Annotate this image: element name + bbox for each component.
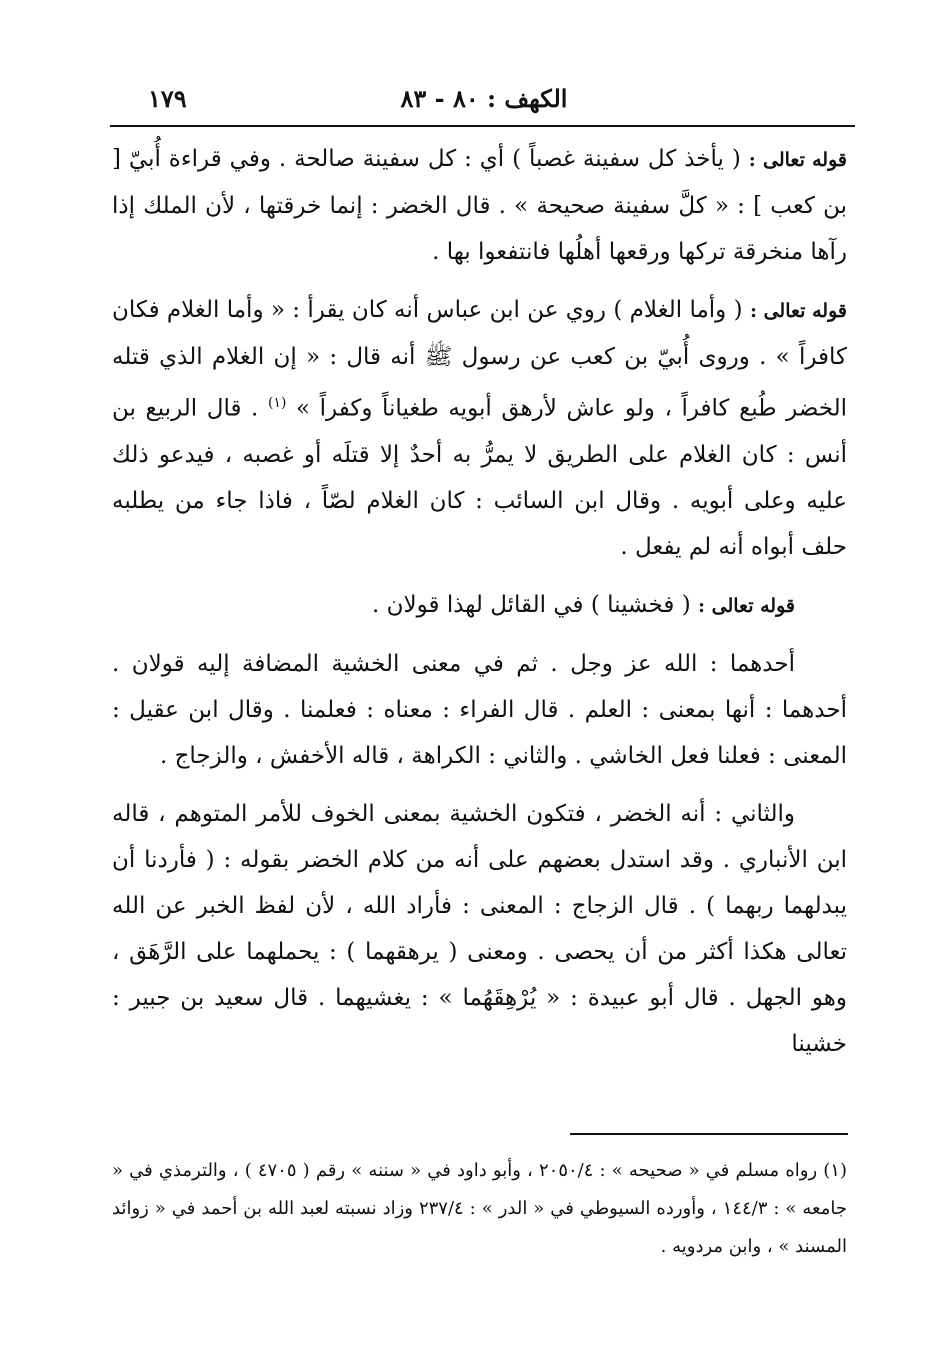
paragraph-text: ( يأخذ كل سفينة غصباً ) أي : كل سفينة صالحة . وفي قراءة أُبيّ [ بن كعب ] : « كلَّ سفينة صحيحة » . قال الخضر : إنما خرقتها ، لأن الملك إذا رآها منخرقة تركها ورقعها أهلُها فانتفعوا بها . [112,146,847,265]
header-divider [110,125,855,127]
paragraph-3 [112,582,847,629]
paragraph-text: ( فخشينا ) في القائل لهذا قولان . [372,591,691,618]
verse-lead: قوله تعالى : [749,300,847,322]
paragraph-4 [112,641,847,779]
verse-lead: قوله تعالى : [698,594,795,617]
footnote-divider [570,1133,848,1135]
page-number: ١٧٩ [148,84,187,113]
page-header [118,84,850,124]
paragraph-text: ( وأما الغلام ) روي عن ابن عباس أنه كان يقرأ : « وأما الغلام فكان كافراً » . وروى أُبيّ بن كعب عن رسول ﷺ أنه قال : « إن الغلام الذي قتله الخضر طُبع كافراً ، ولو عاش لأرهق أبويه طغياناً وكفراً » [112,297,848,422]
running-title: الكهف : ٨٠ - ٨٣ [400,84,568,113]
verse-lead: قوله تعالى : [748,149,847,171]
footnote-1: (١) رواه مسلم في « صحيحه » : ٢٠٥٠/٤ ، وأبو داود في « سننه » رقم ( ٤٧٠٥ ) ، والترمذي في « جامعه » : ١٤٤/٣ ، وأورده السيوطي في « الدر » : ٢٣٧/٤ وزاد نسبته لعبد الله بن أحمد في « زوائد المسند » ، وابن مردويه . [112,1160,847,1257]
paragraph-1 [112,136,847,275]
paragraph-text-continued: . قال الربيع بن أنس : كان الغلام على الطريق لا يمرُّ به أحدٌ إلا قتلَه أو غصبه ، فيدعو ذلك عليه وعلى أبويه . وقال ابن السائب : كان الغلام لصّاً ، فاذا جاء من يطلبه حلف أبواه أنه لم يفعل . [112,395,847,560]
footnotes [112,1152,847,1266]
paragraph-text: أحدهما : الله عز وجل . ثم في معنى الخشية المضافة إليه قولان . أحدهما : أنها بمعنى : العلم . قال الفراء : معناه : فعلمنا . وقال ابن عقيل : المعنى : فعلنا فعل الخاشي . والثاني : الكراهة ، قاله الأخفش ، والزجاج . [112,650,847,769]
paragraph-text: والثاني : أنه الخضر ، فتكون الخشية بمعنى الخوف للأمر المتوهم ، قاله ابن الأنباري . وقد استدل بعضهم على أنه من كلام الخضر بقوله : ( فأردنا أن يبدلهما ربهما ) . قال الزجاج : المعنى : فأراد الله ، لأن لفظ الخبر عن الله تعالى هكذا أكثر من أن يحصى . ومعنى ( يرهقهما ) : يحملهما على الرَّهَق ، وهو الجهل . قال أبو عبيدة : « يُرْهِقَهُما » : يغشيهما . قال سعيد بن جبير : خشينا [112,800,847,1057]
paragraph-2 [112,287,847,570]
main-text [112,136,847,1079]
footnote-marker[interactable]: (١) [267,395,287,411]
paragraph-5 [112,791,847,1067]
